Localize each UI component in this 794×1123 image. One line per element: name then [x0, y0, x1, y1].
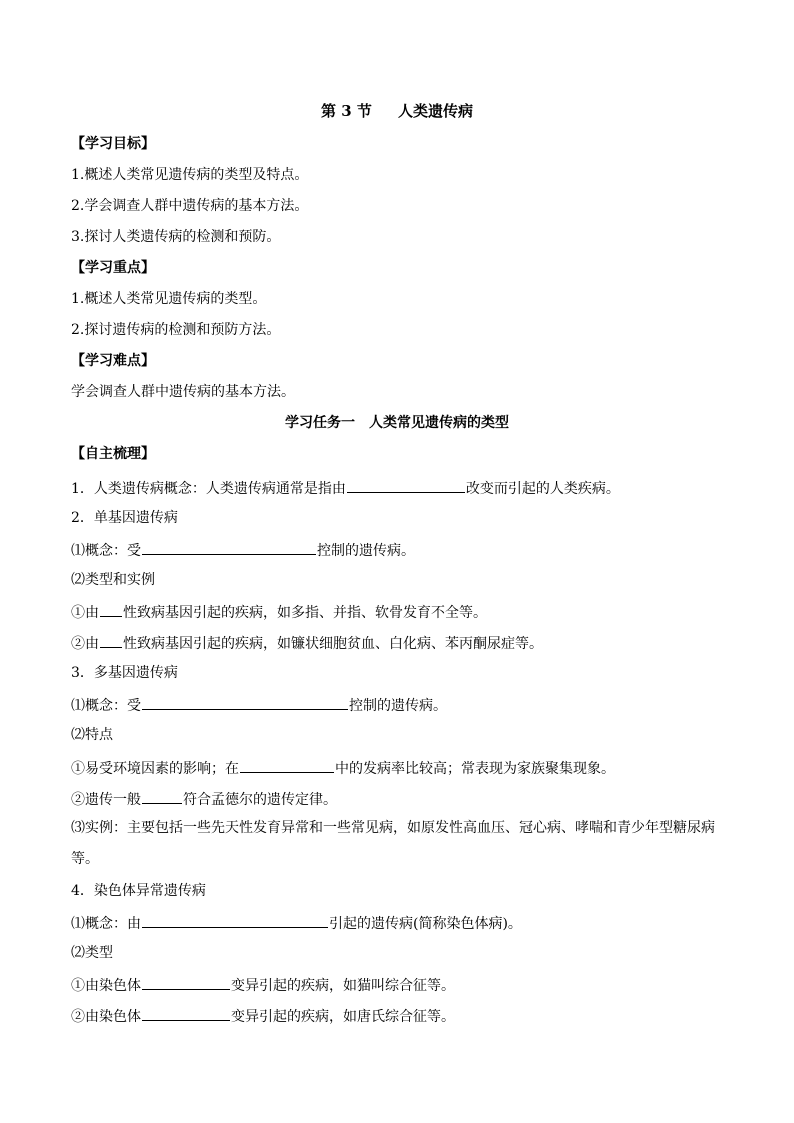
difficulties-heading: 【学习难点】	[71, 353, 155, 369]
task-name: 人类常见遗传病的类型	[369, 415, 509, 431]
objective-item: 3.探讨人类遗传病的检测和预防。	[71, 229, 281, 245]
fill-blank[interactable]	[142, 694, 348, 710]
question-3-examples: ⑶实例：主要包括一些先天性发育异常和一些常见病，如原发性高血压、冠心病、哮喘和青少年型糖尿病等。	[71, 820, 715, 867]
question-3-features: ⑵特点	[71, 727, 113, 743]
question-2-recessive: ②由 性致病基因引起的疾病，如镰状细胞贫血、白化病、苯丙酮尿症等。	[71, 632, 543, 654]
question-3-feature-2: ②遗传一般 符合孟德尔的遗传定律。	[71, 788, 337, 810]
fill-blank[interactable]	[142, 1005, 230, 1021]
objectives-heading: 【学习目标】	[71, 136, 155, 152]
fill-blank[interactable]	[100, 632, 122, 648]
task-label: 学习任务一	[285, 415, 355, 431]
fill-blank[interactable]	[240, 757, 334, 773]
section-name: 人类遗传病	[397, 102, 473, 120]
question-3-concept: ⑴概念：受 控制的遗传病。	[71, 694, 447, 716]
fill-blank[interactable]	[142, 539, 316, 555]
question-4-number: ②由染色体 变异引起的疾病，如唐氏综合征等。	[71, 1005, 455, 1027]
fill-blank[interactable]	[142, 912, 328, 928]
question-4-types: ⑵类型	[71, 945, 113, 961]
key-point-item: 2.探讨遗传病的检测和预防方法。	[71, 322, 281, 338]
question-2-dominant: ①由 性致病基因引起的疾病，如多指、并指、软骨发育不全等。	[71, 601, 487, 623]
question-4-concept: ⑴概念：由 引起的遗传病(简称染色体病)。	[71, 912, 522, 934]
question-4-structure: ①由染色体 变异引起的疾病，如猫叫综合征等。	[71, 974, 455, 996]
objective-item: 2.学会调查人群中遗传病的基本方法。	[71, 198, 309, 214]
page-title	[0, 101, 794, 121]
question-3-title: 3．多基因遗传病	[71, 665, 178, 681]
key-points-heading: 【学习重点】	[71, 260, 155, 276]
section-number: 第 3 节	[321, 102, 372, 120]
fill-blank[interactable]	[142, 788, 182, 804]
question-2-title: 2．单基因遗传病	[71, 510, 178, 526]
fill-blank[interactable]	[347, 477, 465, 493]
question-2-concept: ⑴概念：受 控制的遗传病。	[71, 539, 415, 561]
difficulties-text: 学会调查人群中遗传病的基本方法。	[71, 384, 295, 400]
self-study-heading: 【自主梳理】	[71, 446, 155, 462]
key-point-item: 1.概述人类常见遗传病的类型。	[71, 291, 267, 307]
task-title	[0, 413, 794, 433]
question-4-title: 4．染色体异常遗传病	[71, 883, 206, 899]
fill-blank[interactable]	[100, 601, 122, 617]
objective-item: 1.概述人类常见遗传病的类型及特点。	[71, 167, 309, 183]
question-1: 1．人类遗传病概念：人类遗传病通常是指由 改变而引起的人类疾病。	[71, 477, 620, 499]
fill-blank[interactable]	[142, 974, 230, 990]
question-2-types: ⑵类型和实例	[71, 572, 155, 588]
question-3-feature-1: ①易受环境因素的影响；在 中的发病率比较高；常表现为家族聚集现象。	[71, 757, 615, 779]
